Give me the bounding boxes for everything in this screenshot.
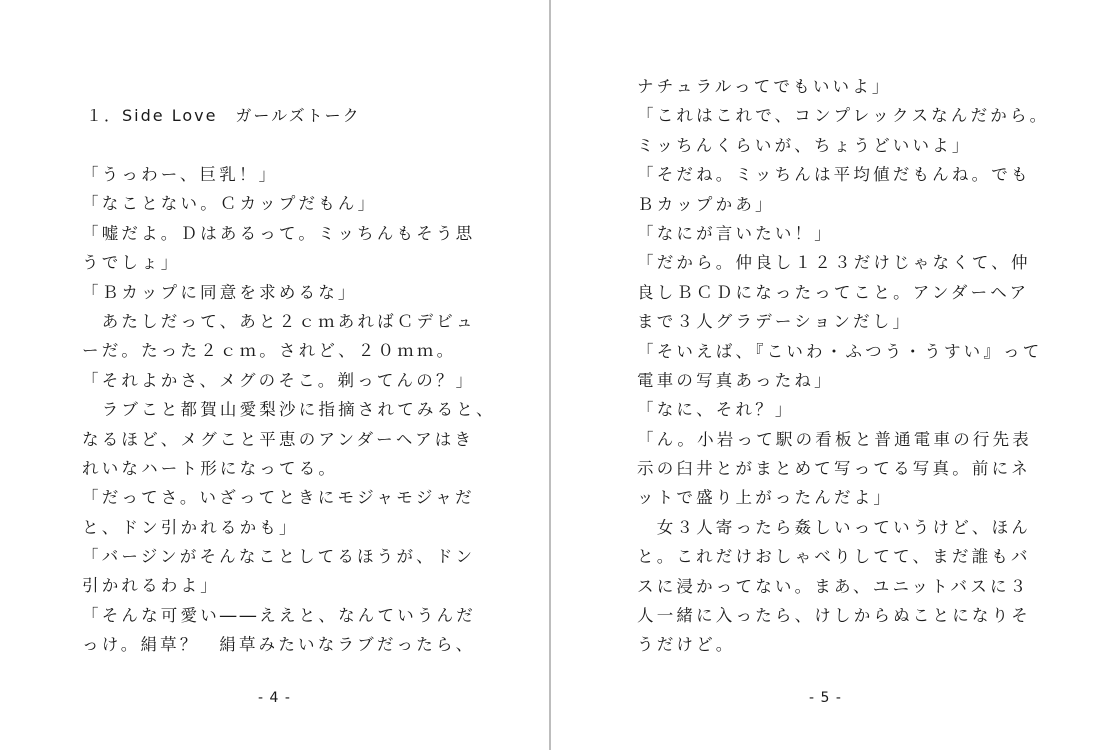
text-line: ミッちんくらいが、ちょうどいいよ」 bbox=[637, 135, 972, 155]
text-line: 「ん。小岩って駅の看板と普通電車の行先表 bbox=[637, 429, 1032, 449]
text-line: 「だから。仲良し１２３だけじゃなくて、仲 bbox=[637, 253, 1031, 273]
page-text bbox=[637, 72, 1049, 660]
page-right bbox=[551, 0, 1100, 750]
text-line: と、ドン引かれるかも」 bbox=[82, 517, 299, 537]
page-number: - 4 - bbox=[258, 690, 291, 706]
text-line: ナチュラルってでもいいよ」 bbox=[637, 77, 892, 96]
text-line: 「だってさ。いざってときにモジャモジャだ bbox=[82, 488, 475, 508]
text-line: 「そんな可愛い――ええと、なんていうんだ bbox=[82, 605, 476, 625]
text-line: 良しＢＣＤになったってこと。アンダーヘア bbox=[637, 282, 1030, 302]
text-line: なるほど、メグこと平恵のアンダーヘアはき bbox=[82, 429, 475, 449]
text-line: 「それよかさ、メグのそこ。剃ってんの？」 bbox=[82, 370, 476, 390]
page-text bbox=[82, 160, 496, 660]
text-line: 「うっわー、巨乳！」 bbox=[82, 165, 279, 184]
text-line: 「なことない。Ｃカップだもん」 bbox=[82, 194, 378, 214]
text-line: 「バージンがそんなことしてるほうが、ドン bbox=[82, 547, 476, 567]
text-line: うだけど。 bbox=[637, 635, 736, 655]
text-line: 電車の写真あったね」 bbox=[637, 370, 834, 390]
text-line: 引かれるわよ」 bbox=[82, 576, 220, 596]
text-line: スに浸かってない。まあ、ユニットバスに３ bbox=[637, 576, 1030, 596]
text-line: 「これはこれで、コンプレックスなんだから。 bbox=[637, 106, 1050, 126]
text-line: 「そいえば、『こいわ・ふつう・うすい』って bbox=[637, 341, 1043, 361]
text-line: 示の臼井とがまとめて写ってる写真。前にネ bbox=[637, 459, 1031, 479]
text-line: ーだ。たった２ｃｍ。されど、２０ｍｍ。 bbox=[82, 341, 457, 361]
text-line: ラブこと都賀山愛梨沙に指摘されてみると、 bbox=[82, 400, 496, 420]
chapter-title: １．Side Love ガールズトーク bbox=[86, 106, 361, 125]
text-line: 女３人寄ったら姦しいっていうけど、ほん bbox=[637, 517, 1031, 537]
text-line: れいなハート形になってる。 bbox=[82, 458, 339, 478]
text-line: 人一緒に入ったら、けしからぬことになりそ bbox=[637, 606, 1031, 626]
text-line: あたしだって、あと２ｃｍあればＣデビュ bbox=[82, 311, 476, 331]
text-line: っけ。絹草？ 絹草みたいなラブだったら、 bbox=[82, 635, 476, 655]
text-line: と。これだけおしゃべりしてて、まだ誰もバ bbox=[637, 547, 1031, 567]
text-line: Ｂカップかあ」 bbox=[637, 194, 775, 214]
text-line: 「嘘だよ。Ｄはあるって。ミッちんもそう思 bbox=[82, 223, 476, 243]
text-line: うでしょ」 bbox=[82, 253, 181, 273]
page-number: - 5 - bbox=[809, 690, 842, 706]
page-left bbox=[0, 0, 549, 750]
text-line: 「Ｂカップに同意を求めるな」 bbox=[82, 282, 358, 302]
text-line: ットで盛り上がったんだよ」 bbox=[637, 488, 894, 508]
text-line: 「なに、それ？」 bbox=[637, 400, 795, 420]
text-line: 「そだね。ミッちんは平均値だもんね。でも bbox=[637, 165, 1031, 185]
text-line: 「なにが言いたい！」 bbox=[637, 223, 834, 243]
text-line: まで３人グラデーションだし」 bbox=[637, 312, 913, 332]
